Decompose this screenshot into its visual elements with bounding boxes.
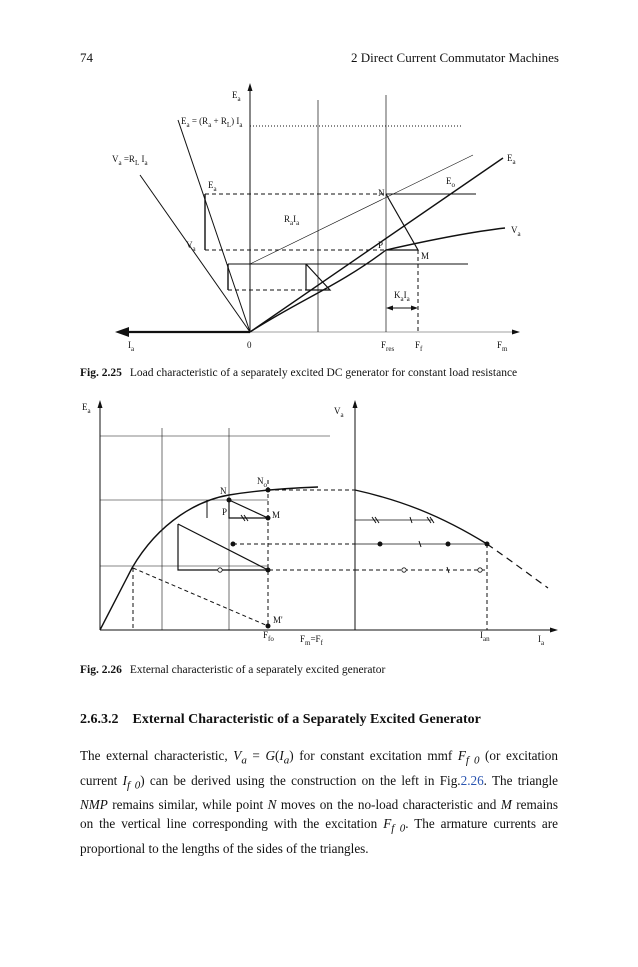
point-m: [266, 516, 271, 521]
open-point-3: [478, 568, 482, 572]
figure-2-25: [0, 75, 638, 360]
left-ea-axis-arrow: [98, 400, 103, 408]
ea-axis-arrow: [248, 83, 253, 91]
label-va-axis-26: $V_a$: [334, 406, 344, 419]
body-paragraph: The external characteristic, $V_a = G(I_a)$ for constant excitation mmf $F_{f 0}$ (or excitation current $I_{f 0}$) can be derived using the construction on the left in Fig.2.26. The triangle NMP remains similar, while point N moves on the no-load characteristic and M remains on the vertical line corresponding with the excitation $F_{f 0}$. The armature currents are proportional to the lengths of the sides of the triangles.: [80, 748, 559, 856]
point-n: [227, 498, 232, 503]
dash-diagonal: [133, 568, 268, 626]
external-characteristic: [355, 490, 487, 544]
label-va-left: $V_a$: [186, 240, 196, 253]
label-n: N: [378, 188, 385, 198]
kaia-arrowhead-right: [411, 306, 418, 311]
label-m: M: [421, 251, 430, 261]
right-ia-axis-arrow: [550, 628, 558, 633]
open-point-2: [402, 568, 406, 572]
section-heading: 2.6.3.2 External Characteristic of a Separately Excited Generator: [80, 712, 481, 727]
running-head: 2 Direct Current Commutator Machines: [351, 50, 559, 65]
ea-line: [250, 158, 503, 332]
label-ea-axis-26: $E_a$: [82, 402, 91, 415]
label-fm: $F_m$: [497, 340, 508, 353]
label-eo: $E_o$: [446, 176, 455, 189]
label-origin: 0: [247, 340, 252, 350]
triangle-large: [178, 524, 268, 570]
ia-axis-arrow: [115, 327, 129, 337]
eo-line: [250, 155, 473, 264]
open-point-1: [218, 568, 222, 572]
figure-2-26-caption: Fig. 2.26 External characteristic of a separately excited generator: [80, 664, 386, 676]
label-va-load-eq: $V_a =R_L$ $I_a$: [112, 154, 148, 167]
label-ian: $I_{an}$: [480, 630, 490, 643]
point-low: [266, 568, 271, 573]
right-va-axis-arrow: [353, 400, 358, 408]
external-characteristic-ext: [487, 544, 548, 588]
point-mprime: [266, 624, 271, 629]
label-ia-axis: $I_a$: [128, 340, 135, 353]
label-ia-26: $I_a$: [538, 634, 545, 647]
va-load-line: [140, 175, 250, 332]
label-p-26: P: [222, 507, 228, 517]
label-raia: $R_aI_a$: [284, 214, 300, 227]
figure-2-26: [0, 395, 638, 655]
figure-ref-link[interactable]: 2.26: [460, 772, 484, 788]
label-mprime: M': [273, 615, 283, 625]
label-no: $N_o$: [257, 476, 267, 489]
label-m-26: M: [272, 510, 281, 520]
triangle-nmp-small: [229, 500, 268, 518]
label-ea-axis: $E_a$: [232, 90, 241, 103]
point-right-3: [485, 542, 490, 547]
label-ff: $F_f$: [415, 340, 423, 353]
point-right-2: [446, 542, 451, 547]
label-n-26: N: [220, 486, 227, 496]
triangle-nmp: [386, 194, 418, 250]
no-load-curve: [100, 487, 318, 630]
kaia-arrowhead-left: [386, 306, 393, 311]
label-ffo: $F_{fo}$: [263, 630, 274, 643]
label-va-right: $V_a$: [511, 225, 521, 238]
label-p: P: [378, 240, 384, 250]
label-ea-load-eq: $E_a = (R_a + R_L)$ $I_a$: [181, 116, 243, 129]
point-right-1: [378, 542, 383, 547]
label-ea-right: $E_a$: [507, 153, 516, 166]
figure-2-25-caption: Fig. 2.25 Load characteristic of a separately excited DC generator for constant load resistance: [80, 367, 518, 379]
fm-axis-arrow: [512, 330, 520, 335]
label-fres: $F_{res}$: [381, 340, 395, 353]
ea-load-line: [178, 120, 250, 332]
label-fm-ff: $F_m=F_f$: [300, 634, 323, 647]
label-ea-left: $E_a$: [208, 180, 217, 193]
label-kaia: $K_aI_a$: [394, 290, 410, 303]
page-number: 74: [80, 50, 93, 65]
point-mid: [231, 542, 236, 547]
